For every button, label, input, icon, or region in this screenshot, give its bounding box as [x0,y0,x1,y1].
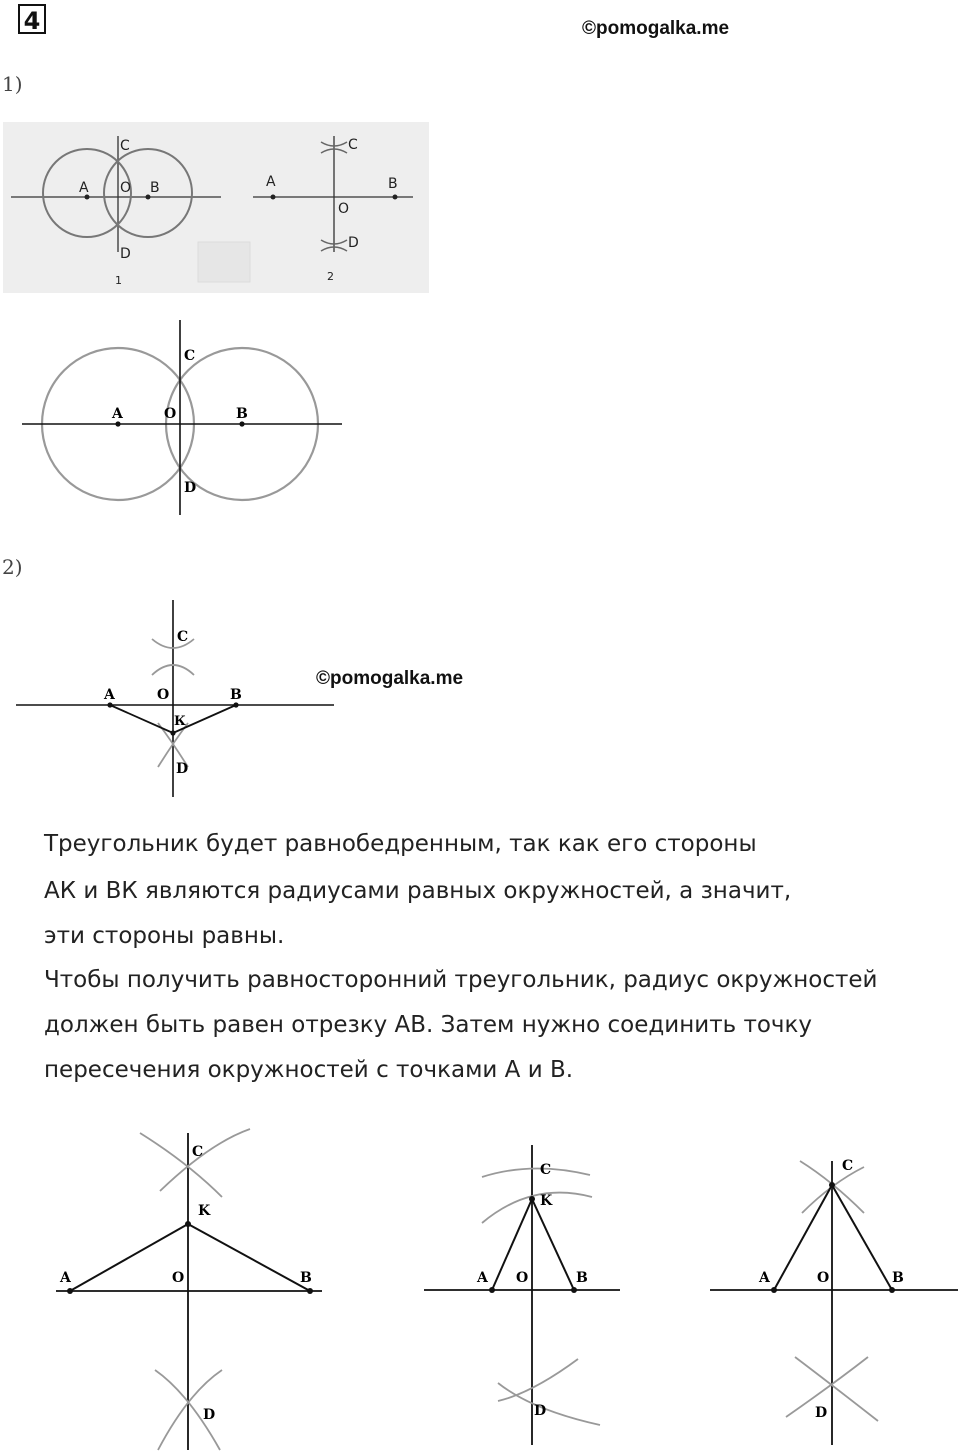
point-d: D [815,1405,828,1421]
point-d: D [176,761,189,777]
point-c: C [192,1144,204,1160]
photo-caption-1: 1 [115,274,122,287]
photo-point-d2: D [348,235,359,251]
photo-point-o2: O [338,201,350,217]
point-d: D [184,480,197,496]
point-k: K [540,1193,553,1209]
point-o: O [817,1270,830,1286]
point-k: K [198,1203,211,1219]
photo-point-o1: O [120,180,132,196]
figure-equilateral-triangle [710,1158,958,1445]
figure-wide-triangle [56,1129,322,1450]
figure-tall-triangle [424,1145,620,1445]
text-line-4: Чтобы получить равносторонний треугольник, радиус окружностей [44,967,878,993]
point-c: C [177,629,189,645]
point-c: C [540,1162,552,1178]
photo-point-c2: C [348,137,358,153]
point-o: O [164,406,177,422]
bottom-constructions [0,1125,960,1454]
photo-point-d1: D [120,246,131,262]
text-line-5: должен быть равен отрезку АВ. Затем нужно соединить точку [44,1012,813,1038]
point-c: C [842,1158,854,1174]
point-o: O [172,1270,185,1286]
photo-point-b1: B [150,180,160,196]
task-number: 4 [18,4,46,34]
point-o: O [157,687,170,703]
point-b: B [236,406,248,422]
point-b: B [576,1270,588,1286]
part-2-label: 2) [2,555,23,579]
point-b: B [230,687,242,703]
watermark-2: ©pomogalka.me [316,668,464,689]
point-a: A [104,687,115,703]
text-line-3: эти стороны равны. [44,923,285,949]
photo-point-a2: A [266,174,276,190]
point-c: C [184,348,196,364]
isosceles-construction [0,595,345,805]
circles-construction [0,315,360,525]
point-b: B [300,1270,312,1286]
point-a: A [759,1270,770,1286]
textbook-figure-photo [3,122,429,293]
text-line-6: пересечения окружностей с точками А и В. [44,1057,574,1083]
point-k: К [174,714,186,729]
point-a: A [60,1270,71,1286]
part-1-label: 1) [2,72,23,96]
point-b: B [892,1270,904,1286]
point-d: D [534,1403,547,1419]
point-o: O [516,1270,529,1286]
point-a: A [477,1270,488,1286]
text-line-2: АК и ВК являются радиусами равных окружностей, а значит, [44,878,792,904]
watermark: ©pomogalka.me [582,18,730,39]
text-line-1: Треугольник будет равнобедренным, так как его стороны [44,831,757,857]
photo-point-b2: B [388,176,398,192]
point-d: D [203,1407,216,1423]
photo-point-a1: A [79,180,89,196]
photo-caption-2: 2 [327,270,334,283]
point-a: A [112,406,123,422]
photo-point-c1: C [120,138,130,154]
